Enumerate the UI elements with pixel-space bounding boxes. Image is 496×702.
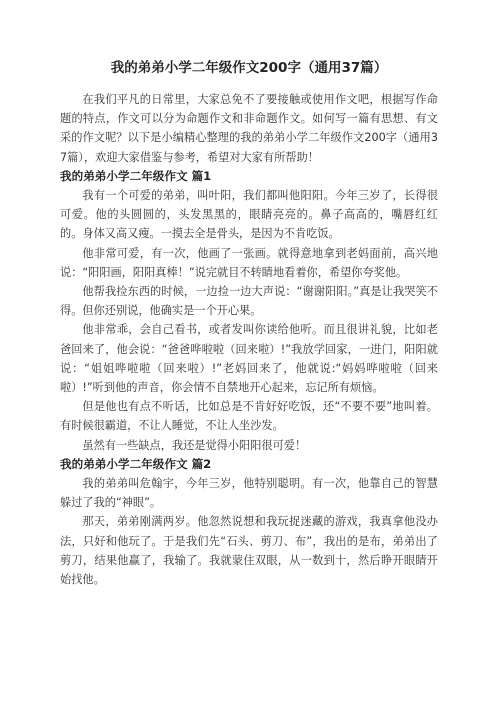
section-1 bbox=[60, 167, 438, 455]
body-paragraph: 我有一个可爱的弟弟，叫叶阳，我们都叫他阳阳。今年三岁了，长得很可爱。他的头圆圆的，头发黑黑的，眼睛亮亮的。鼻子高高的，嘴唇红红的。身体又高又瘦。一摸去全是骨头，是因为不肯吃饭。 bbox=[60, 189, 438, 241]
intro-paragraph: 在我们平凡的日常里，大家总免不了要接触或使用作文吧，根据写作命题的特点，作文可以分为命题作文和非命题作文。如何写一篇有思想、有文采的作文呢？以下是小编精心整理的我的弟弟小学二年级作文200字（通用37篇），欢迎大家借鉴与参考，希望对大家有所帮助！ bbox=[60, 93, 438, 164]
section-heading: 我的弟弟小学二年级作文 篇1 bbox=[60, 168, 212, 183]
section-heading: 我的弟弟小学二年级作文 篇2 bbox=[60, 456, 212, 471]
document-title: 我的弟弟小学二年级作文200字（通用37篇） bbox=[110, 60, 388, 76]
body-paragraph: 他帮我捡东西的时候，一边捡一边大声说：“谢谢阳阳。”真是让我哭笑不得。但你还别说，他确实是一个开心果。 bbox=[60, 285, 438, 318]
body-paragraph: 他非常乖，会自己看书，或者发叫你读给他听。而且很讲礼貌，比如老爸回来了，他会说：“爸爸哗啦啦（回来啦）!”我放学回家，一进门，阳阳就说：“姐姐哗啦啦（回来啦）!”老妈回来了，他就说:“妈妈哗啦啦（回来啦）!”听到他的声音，你会情不自禁地开心起来，忘记所有烦恼。 bbox=[60, 323, 438, 395]
body-paragraph: 虽然有一些缺点，我还是觉得小阳阳很可爱！ bbox=[82, 438, 307, 452]
body-paragraph: 我的弟弟叫危翰宇，今年三岁，他特别聪明。有一次，他靠自己的智慧躲过了我的“神眼”。 bbox=[60, 477, 438, 510]
body-paragraph: 但是他也有点不听话，比如总是不肯好好吃饭，还“不要不要”地叫着。有时候很霸道，不让人睡觉，不让人坐沙发。 bbox=[60, 400, 438, 433]
body-paragraph: 他非常可爱，有一次，他画了一张画。就得意地拿到老妈面前，高兴地说：“阳阳画，阳阳真棒！”说完就目不转睛地看着你，希望你夸奖他。 bbox=[60, 246, 438, 279]
section-2 bbox=[60, 455, 438, 589]
body-paragraph: 那天，弟弟刚满两岁。他忽然说想和我玩捉迷藏的游戏，我真拿他没办法，只好和他玩了。于是我们先“石头、剪刀、布”，我出的是布，弟弟出了剪刀，结果他赢了，我输了。我就蒙住双眼，从一数到十，然后睁开眼睛开始找他。 bbox=[60, 515, 438, 587]
